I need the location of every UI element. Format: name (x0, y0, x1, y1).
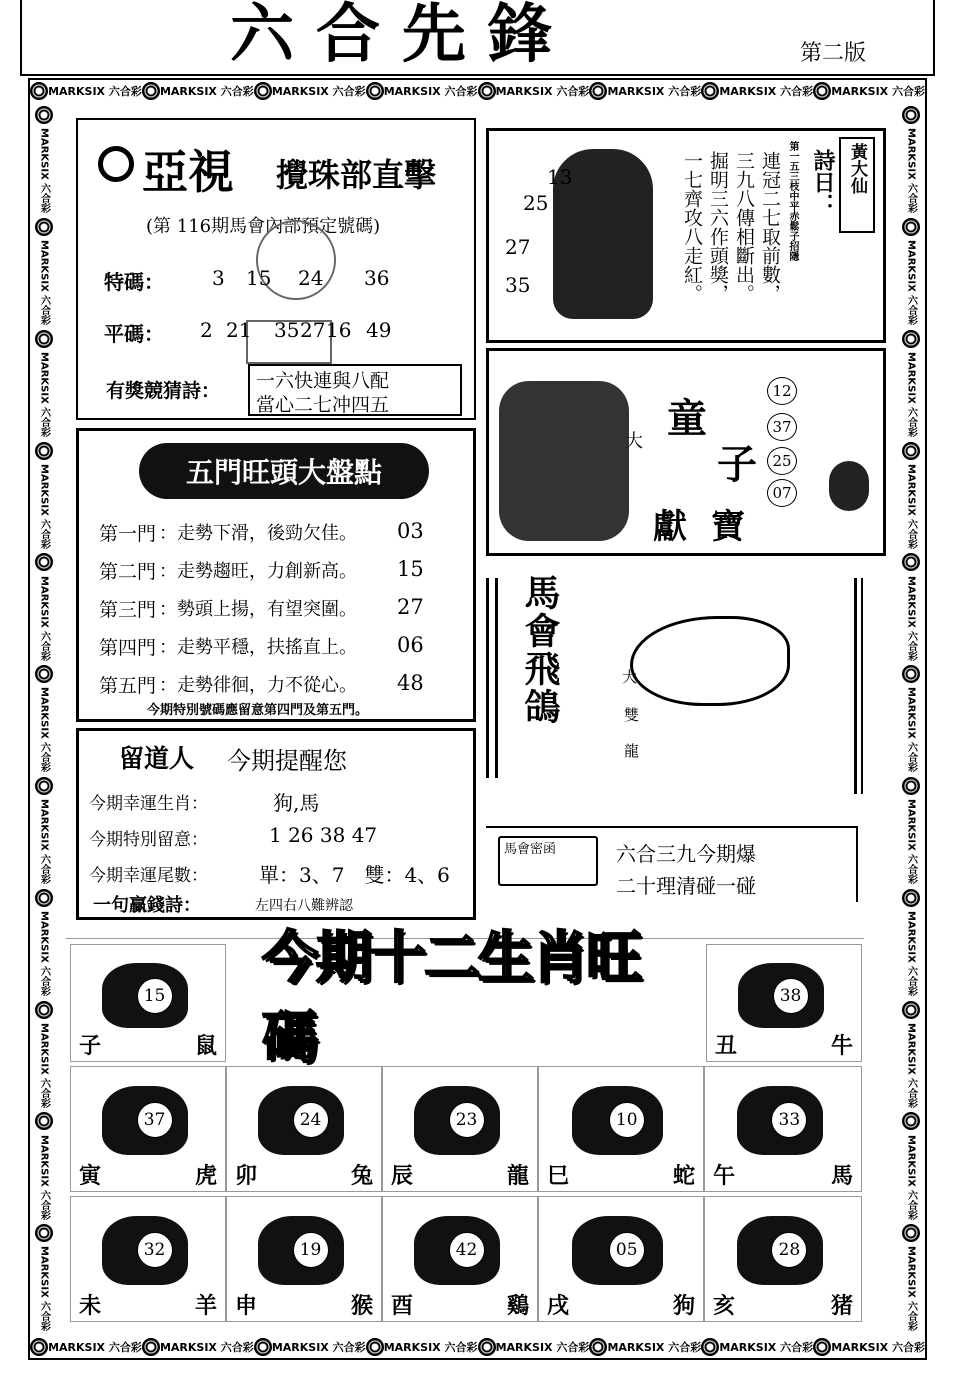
flower-icon (35, 106, 53, 124)
ping-num: 2 (200, 318, 213, 342)
envelope-label: 馬會密函 (504, 842, 557, 857)
wumen-box (76, 428, 476, 722)
ping-num: 35 (274, 318, 300, 342)
zodiac-animal: 兔 (351, 1163, 374, 1189)
secret-line: 二十理清碰一碰 (616, 874, 756, 898)
zodiac-number: 10 (609, 1102, 645, 1138)
flower-icon (35, 889, 53, 907)
wumen-title: 五門旺頭大盤點 (139, 443, 429, 499)
flower-icon (254, 82, 272, 100)
border-text: MARKSIX 六合彩 (495, 85, 590, 98)
poem-num: 27 (505, 235, 531, 259)
feige-tag: 龍 (624, 742, 640, 760)
zodiac-number: 33 (771, 1102, 807, 1138)
border-text: MARKSIX 六合彩 (831, 1341, 925, 1354)
tongzi-num: 37 (767, 413, 797, 441)
border-strip-right (897, 104, 925, 1334)
flower-icon (366, 1338, 384, 1356)
tongzi-title: 子 (717, 442, 757, 488)
ping-num: 49 (366, 318, 392, 342)
flower-icon (35, 1001, 53, 1019)
page-title: 六合先鋒 (230, 0, 574, 72)
flower-icon (35, 442, 53, 460)
special-value: 1 26 38 47 (269, 823, 378, 847)
wumen-row-num: 48 (397, 671, 424, 695)
tongzi-num: 07 (767, 479, 797, 507)
zodiac-cell (70, 1196, 226, 1322)
poem-num: 35 (505, 273, 531, 297)
asia-tv-logo-icon (98, 146, 134, 182)
flower-icon (701, 82, 719, 100)
zodiac-cell (226, 1066, 382, 1192)
flower-icon (35, 330, 53, 348)
flower-icon (35, 777, 53, 795)
border-text: MARKSIX 六合彩 (719, 1341, 814, 1354)
zodiac-animal: 鷄 (507, 1293, 530, 1319)
border-strip-top (30, 78, 925, 104)
ping-num: 27 (300, 318, 326, 342)
tail-label: 今期幸運尾數： (89, 866, 208, 886)
flower-icon (30, 1338, 48, 1356)
border-text: MARKSIX 六合彩 (905, 240, 917, 326)
border-text: MARKSIX 六合彩 (905, 463, 917, 550)
border-text: MARKSIX 六合彩 (271, 85, 366, 98)
zodiac-cell (704, 1196, 862, 1322)
zodiac-animal: 馬 (831, 1163, 854, 1189)
zodiac-number: 37 (137, 1102, 173, 1138)
border-text: MARKSIX 六合彩 (905, 351, 917, 438)
zodiac-branch: 巳 (547, 1163, 570, 1189)
flower-icon (35, 553, 53, 571)
secret-line: 六合三九今期爆 (616, 842, 756, 866)
border-text: MARKSIX 六合彩 (383, 1341, 478, 1354)
flower-icon (902, 330, 920, 348)
zodiac-number: 24 (293, 1102, 329, 1138)
poem-box (486, 128, 886, 343)
ping-num: 21 (226, 318, 252, 342)
te-num: 15 (246, 266, 272, 290)
zodiac-cell (706, 944, 862, 1062)
border-text: MARKSIX 六合彩 (48, 1341, 142, 1354)
zodiac-branch: 子 (79, 1033, 102, 1059)
flower-icon (902, 218, 920, 236)
wumen-note: 今期特別號碼應留意第四門及第五門。 (147, 703, 369, 718)
asia-tv-sub: (第 116期馬會內部預定號碼) (146, 216, 381, 237)
wumen-row-num: 03 (397, 519, 424, 543)
flower-icon (701, 1338, 719, 1356)
zodiac-branch: 午 (713, 1163, 736, 1189)
zodiac-branch: 未 (79, 1293, 102, 1319)
flower-icon (813, 82, 831, 100)
zodiac-number: 15 (137, 978, 173, 1014)
feige-title: 馬會飛鴿 (519, 574, 560, 726)
zodiac-cell (382, 1196, 538, 1322)
zodiac-animal: 龍 (507, 1163, 530, 1189)
border-text: MARKSIX 六合彩 (159, 1341, 254, 1354)
wumen-row-num: 27 (397, 595, 424, 619)
flower-icon (589, 82, 607, 100)
wumen-row-text: ：走勢下滑，後勁欠佳。 (159, 523, 357, 544)
poem-col: 連冠二七取前數， (759, 151, 781, 303)
tongzi-title: 獻 (653, 507, 687, 547)
zodiac-branch: 丑 (715, 1033, 738, 1059)
flower-icon (902, 106, 920, 124)
flower-icon (478, 82, 496, 100)
wumen-row-text: ：走勢平穩，扶搖直上。 (159, 637, 357, 658)
border-text: MARKSIX 六合彩 (719, 85, 814, 98)
wumen-row-label: 第五門 (99, 675, 157, 697)
poem-side-note: 第一五三枝中平赤鬆子招隱 (787, 141, 798, 261)
poem-col: 一七齊攻八走紅。 (681, 151, 703, 303)
flower-icon (35, 218, 53, 236)
zodiac-cell (704, 1066, 862, 1192)
edition-label: 第二版 (800, 41, 867, 66)
zodiac-number: 05 (609, 1232, 645, 1268)
feige-frame-left (486, 578, 498, 778)
border-text: MARKSIX 六合彩 (271, 1341, 366, 1354)
border-text: MARKSIX 六合彩 (905, 799, 917, 885)
te-num: 24 (298, 266, 324, 290)
border-text: MARKSIX 六合彩 (905, 1134, 917, 1220)
flower-icon (902, 1224, 920, 1242)
special-label: 今期特別留意： (89, 830, 208, 850)
wumen-row-text: ：走勢徘徊，力不從心。 (159, 675, 357, 696)
zodiac-branch: 亥 (713, 1293, 736, 1319)
border-text: MARKSIX 六合彩 (38, 910, 50, 997)
te-num: 36 (364, 266, 390, 290)
border-text: MARKSIX 六合彩 (905, 575, 917, 661)
flower-icon (589, 1338, 607, 1356)
wumen-row-num: 06 (397, 633, 424, 657)
zodiac-cell (70, 1066, 226, 1192)
border-text: MARKSIX 六合彩 (38, 687, 50, 773)
poem-col: 掘明三六作頭獎， (707, 151, 729, 303)
wumen-row-label: 第三門 (99, 599, 157, 621)
poem-label: 有獎競猜詩： (106, 380, 221, 402)
poem-num: 13 (547, 165, 573, 189)
zodiac-animal: 羊 (195, 1293, 218, 1319)
tail-value: 單：3、7 雙：4、6 (259, 863, 450, 887)
poem-num: 25 (523, 191, 549, 215)
zodiac-number: 38 (773, 978, 809, 1014)
border-text: MARKSIX 六合彩 (495, 1341, 590, 1354)
zodiac-number: 32 (137, 1232, 173, 1268)
border-text: MARKSIX 六合彩 (905, 1246, 917, 1332)
wumen-row-label: 第四門 (99, 637, 157, 659)
flower-icon (902, 1001, 920, 1019)
zodiac-animal: 猴 (351, 1293, 374, 1319)
border-text: MARKSIX 六合彩 (38, 1134, 50, 1220)
poem-title: 詩日： (810, 149, 835, 215)
tongzi-num: 12 (767, 377, 797, 405)
flower-icon (35, 1224, 53, 1242)
reminder-poem-label: 一句贏錢詩： (93, 895, 201, 916)
children-figure-icon (499, 381, 629, 541)
zodiac-branch: 辰 (391, 1163, 414, 1189)
flower-icon (35, 665, 53, 683)
reminder-poem: 左四右八難辨認 (255, 898, 353, 914)
flower-icon (902, 665, 920, 683)
flower-icon (902, 889, 920, 907)
zodiac-animal: 鼠 (195, 1033, 218, 1059)
asia-tv-headline: 攪珠部直擊 (276, 156, 437, 194)
pet-figure-icon (829, 461, 869, 511)
te-label: 特碼： (104, 270, 164, 294)
flower-icon (813, 1338, 831, 1356)
wumen-row-label: 第二門 (99, 561, 157, 583)
zodiac-number: 42 (449, 1232, 485, 1268)
wumen-row-num: 15 (397, 557, 424, 581)
wumen-row-label: 第一門 (99, 523, 157, 545)
flower-icon (30, 82, 48, 100)
border-text: MARKSIX 六合彩 (38, 799, 50, 885)
tongzi-tag: 大 (625, 431, 643, 452)
border-text: MARKSIX 六合彩 (38, 1022, 50, 1109)
border-text: MARKSIX 六合彩 (38, 351, 50, 438)
zodiac-number: 28 (771, 1232, 807, 1268)
zodiac-label: 今期幸運生肖： (89, 794, 208, 814)
zodiac-number: 23 (449, 1102, 485, 1138)
tongzi-title: 童 (667, 396, 707, 442)
reminder-box (76, 728, 476, 920)
tongzi-title: 寶 (711, 507, 745, 547)
border-text: MARKSIX 六合彩 (905, 128, 917, 214)
zodiac-branch: 寅 (79, 1163, 102, 1189)
wumen-row-text: ：勢頭上揚，有望突圍。 (159, 599, 357, 620)
asia-tv-logo: 亞視 (142, 145, 234, 199)
border-text: MARKSIX 六合彩 (48, 85, 142, 98)
te-num: 3 (212, 266, 225, 290)
flower-icon (142, 82, 160, 100)
flower-icon (254, 1338, 272, 1356)
flower-icon (902, 553, 920, 571)
border-text: MARKSIX 六合彩 (38, 240, 50, 326)
border-text: MARKSIX 六合彩 (905, 1022, 917, 1109)
asia-tv-box (76, 118, 476, 420)
border-text: MARKSIX 六合彩 (38, 1246, 50, 1332)
zodiac-branch: 卯 (235, 1163, 258, 1189)
zodiac-cell (538, 1196, 704, 1322)
flower-icon (478, 1338, 496, 1356)
zodiac-branch: 酉 (391, 1293, 414, 1319)
zodiac-animal: 蛇 (673, 1163, 696, 1189)
zodiac-value: 狗,馬 (273, 791, 320, 815)
border-strip-left (30, 104, 58, 1334)
tongzi-num: 25 (767, 447, 797, 475)
zodiac-animal: 虎 (195, 1163, 218, 1189)
feige-tag: 雙 (624, 706, 640, 724)
poem-author: 黃大仙 (847, 143, 867, 194)
flower-icon (366, 82, 384, 100)
poem-col: 三九八傳相斷出。 (733, 151, 755, 303)
ping-num: 16 (326, 318, 352, 342)
border-text: MARKSIX 六合彩 (383, 85, 478, 98)
zodiac-animal: 猪 (831, 1293, 854, 1319)
border-text: MARKSIX 六合彩 (607, 85, 702, 98)
tongzi-box (486, 348, 886, 556)
reminder-brand: 留道人 (119, 744, 195, 773)
zodiac-branch: 戌 (547, 1293, 570, 1319)
zodiac-cell (70, 944, 226, 1062)
flower-icon (142, 1338, 160, 1356)
zodiac-animal: 牛 (831, 1033, 854, 1059)
border-text: MARKSIX 六合彩 (905, 687, 917, 773)
feige-tag: 大 (622, 668, 638, 686)
border-text: MARKSIX 六合彩 (38, 463, 50, 550)
zodiac-animal: 狗 (673, 1293, 696, 1319)
border-text: MARKSIX 六合彩 (905, 910, 917, 997)
zodiac-cell (538, 1066, 704, 1192)
flower-icon (35, 1112, 53, 1130)
flower-icon (902, 442, 920, 460)
border-text: MARKSIX 六合彩 (38, 575, 50, 661)
border-text: MARKSIX 六合彩 (831, 85, 925, 98)
reminder-title: 今期提醒您 (227, 747, 347, 775)
zodiac-cell (226, 1196, 382, 1322)
zodiac-title: 今期十二生肖旺碼 (262, 926, 640, 1071)
zodiac-cell (382, 1066, 538, 1192)
border-text: MARKSIX 六合彩 (607, 1341, 702, 1354)
poem-line: 當心二七冲四五 (256, 394, 390, 416)
border-text: MARKSIX 六合彩 (38, 128, 50, 214)
wumen-row-text: ：走勢趨旺，力創新高。 (159, 561, 357, 582)
ping-label: 平碼： (104, 322, 164, 346)
zodiac-number: 19 (293, 1232, 329, 1268)
zodiac-branch: 申 (235, 1293, 258, 1319)
flower-icon (902, 1112, 920, 1130)
poem-line: 一六快連與八配 (256, 370, 390, 392)
feige-frame-right (854, 578, 863, 794)
border-text: MARKSIX 六合彩 (159, 85, 254, 98)
flower-icon (902, 777, 920, 795)
border-strip-bottom (30, 1334, 925, 1360)
